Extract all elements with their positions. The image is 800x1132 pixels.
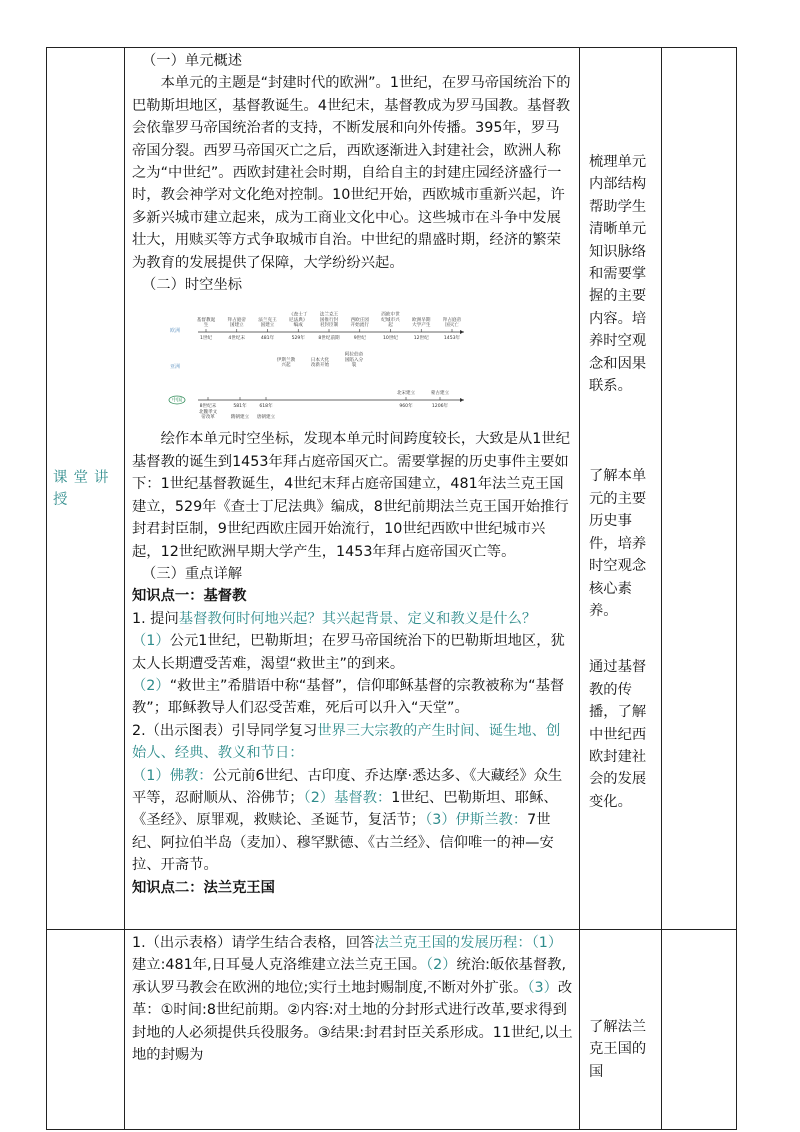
note-2: 了解本单元的主要历史事件，培养时空观念核心素养。 — [589, 468, 647, 619]
timeline-event-label: 西欧庄园开始流行 — [350, 318, 369, 329]
timeline-event-label: 北魏孝文帝改革 — [198, 410, 218, 421]
timeline-event-label: 《查士丁尼法典》编成 — [289, 313, 308, 329]
timeline-tick-label: 8世纪末 — [199, 404, 217, 410]
timeline-tick-label: 960年 — [399, 404, 413, 410]
europe-timeline — [197, 311, 464, 341]
question-2: 2.（出示图表）引导同学复习世界三大宗教的产生时间、诞生地、创始人、经典、教义和节日： — [132, 722, 561, 762]
timeline-event-label: 法兰克王国建立 — [258, 318, 277, 329]
timeline-row-label: 中国 — [172, 398, 183, 405]
answer-1-2: （2）“救世主”希腊语中称“基督”，信仰耶稣基督的宗教被称为“基督教”；耶稣教导人们忍受苦难，死后可以升入“天堂”。 — [132, 677, 565, 717]
timeline-event-label: 阿拉伯帝国陷入分裂 — [344, 353, 364, 369]
empty-cell — [662, 930, 737, 1130]
timeline-row-label: 欧洲 — [170, 328, 181, 335]
timeline-row-label: 亚洲 — [170, 364, 181, 371]
notes-cell — [580, 48, 662, 930]
axis-arrow — [460, 330, 464, 334]
china-timeline — [198, 389, 464, 420]
timeline-tick-label: 1206年 — [431, 404, 449, 410]
timeline-event-label: 西欧中世纪城市兴起 — [381, 313, 400, 329]
timeline-event-label: 法兰克王国推行封君封臣制 — [319, 313, 339, 329]
knowledge-point-1: 知识点一：基督教 — [132, 588, 247, 605]
section-label: 课堂讲授 — [53, 469, 115, 508]
empty-cell — [47, 930, 125, 1130]
knowledge-point-2: 知识点二：法兰克王国 — [132, 879, 275, 896]
table-row — [47, 48, 737, 930]
heading-key-points: （三）重点详解 — [142, 565, 243, 582]
note-3: 通过基督教的传播，了解中世纪西欧封建社会的发展变化。 — [589, 659, 647, 810]
timeline-event-label: 欧洲早期大学产生 — [412, 318, 431, 329]
timeline-tick-label: 618年 — [259, 404, 273, 410]
timeline-event-label: 唐朝建立 — [256, 415, 276, 421]
note-4: 了解法兰克王国的国 — [589, 1019, 647, 1080]
frankish-question: 1.（出示表格）请学生结合表格，回答法兰克王国的发展历程：（1）建立:481年,日耳曼人克洛维建立法兰克王国。（2）统治:皈依基督教,承认罗马教会在欧洲的地位;实行土地封赐制度,不断对外扩张。（3）改革：①时间:8世纪前期。②内容:对土地的分封形式进行改革,要求得到封地的人必须提供兵役服务。③结果:封君封臣关系形成。11世纪,以土地的封赐为 — [132, 935, 573, 1064]
axis-arrow — [460, 398, 464, 402]
heading-timeline: （二）时空坐标 — [142, 277, 243, 294]
heading-overview: （一）单元概述 — [142, 53, 243, 69]
timeline-event-label: 蒙古建立 — [430, 391, 450, 397]
timeline-event-label: 拜占庭帝国灭亡 — [442, 318, 462, 329]
asia-timeline — [277, 351, 364, 368]
note-1: 梳理单元内部结构帮助学生清晰单元知识脉络和需要掌握的主要内容。培养时空观念和因果联系。 — [589, 154, 647, 395]
content-cell — [125, 930, 580, 1130]
timeline-tick-label: 10世纪 — [382, 336, 399, 342]
timeline-event-label: 北宋建立 — [396, 391, 416, 397]
timeline-event-label: 基督教诞生 — [196, 318, 216, 329]
timeline-tick-label: 4世纪末 — [228, 336, 246, 342]
empty-cell — [662, 48, 737, 930]
table-row — [47, 930, 737, 1130]
lesson-plan-table — [46, 47, 737, 1130]
timeline-tick-label: 529年 — [291, 336, 305, 342]
timeline-tick-label: 1世纪 — [199, 336, 213, 342]
question-1: 1. 提问基督教何时何地兴起？其兴起背景、定义和教义是什么？（1）公元1世纪，巴勒斯坦；在罗马帝国统治下的巴勒斯坦地区，犹太人长期遭受苦难，渴望“救世主”的到来。 — [132, 610, 565, 672]
timeline-tick-label: 481年 — [260, 336, 275, 342]
religion-list: （1）佛教：公元前6世纪、古印度、乔达摩·悉达多、《大藏经》众生平等，忍耐顺从、浴佛节；（2）基督教：1世纪、巴勒斯坦、耶稣、《圣经》、原罪观，救赎论、圣诞节，复活节；（3）伊斯兰教：7世纪、阿拉伯半岛（麦加）、穆罕默德、《古兰经》、信仰唯一的神—安拉、开斋节。 — [132, 767, 563, 874]
section-label-cell — [47, 48, 125, 930]
timeline-figure — [168, 302, 468, 420]
timeline-tick-label: 12世纪 — [413, 336, 429, 342]
timeline-summary: 绘作本单元时空坐标，发现本单元时间跨度较长，大致是从1世纪基督教的诞生到1453年拜占庭帝国灭亡。需要掌握的历史事件主要如下：1世纪基督教诞生，4世纪末拜占庭帝国建立，481年法兰克王国建立，529年《查士丁尼法典》编成，8世纪前期法兰克王国开始推行封君封臣制，9世纪西欧庄园开始流行，10世纪西欧中世纪城市兴起，12世纪欧洲早期大学产生，1453年拜占庭帝国灭亡等。 — [132, 431, 570, 560]
timeline-tick-label: 9世纪 — [353, 336, 366, 342]
content-cell — [125, 48, 580, 930]
notes-cell — [580, 930, 662, 1130]
timeline-event-label: 日本大化改新开始 — [310, 358, 330, 369]
timeline-tick-label: 581年 — [233, 404, 247, 410]
timeline-tick-label: 8世纪前期 — [318, 336, 340, 342]
timeline-event-label: 伊斯兰教兴起 — [276, 358, 296, 369]
timeline-tick-label: 1453年 — [443, 336, 461, 342]
timeline-event-label: 隋朝建立 — [230, 415, 250, 421]
timeline-event-label: 拜占庭帝国建立 — [227, 318, 246, 329]
overview-paragraph: 本单元的主题是“封建时代的欧洲”。1世纪，在罗马帝国统治下的巴勒斯坦地区，基督教诞生。4世纪末，基督教成为罗马国教。基督教会依靠罗马帝国统治者的支持，不断发展和向外传播。395年，罗马帝国分裂。西罗马帝国灭亡之后，西欧逐渐进入封建社会，欧洲人称之为“中世纪”。西欧封建社会时期，自给自主的封建庄园经济盛行一时，教会神学对文化绝对控制。10世纪开始，西欧城市重新兴起，许多新兴城市建立起来，成为工商业文化中心。这些城市在斗争中发展壮大，用赎买等方式争取城市自治。中世纪的鼎盛时期，经济的繁荣为教育的发展提供了保障，大学纷纷兴起。 — [132, 75, 571, 271]
